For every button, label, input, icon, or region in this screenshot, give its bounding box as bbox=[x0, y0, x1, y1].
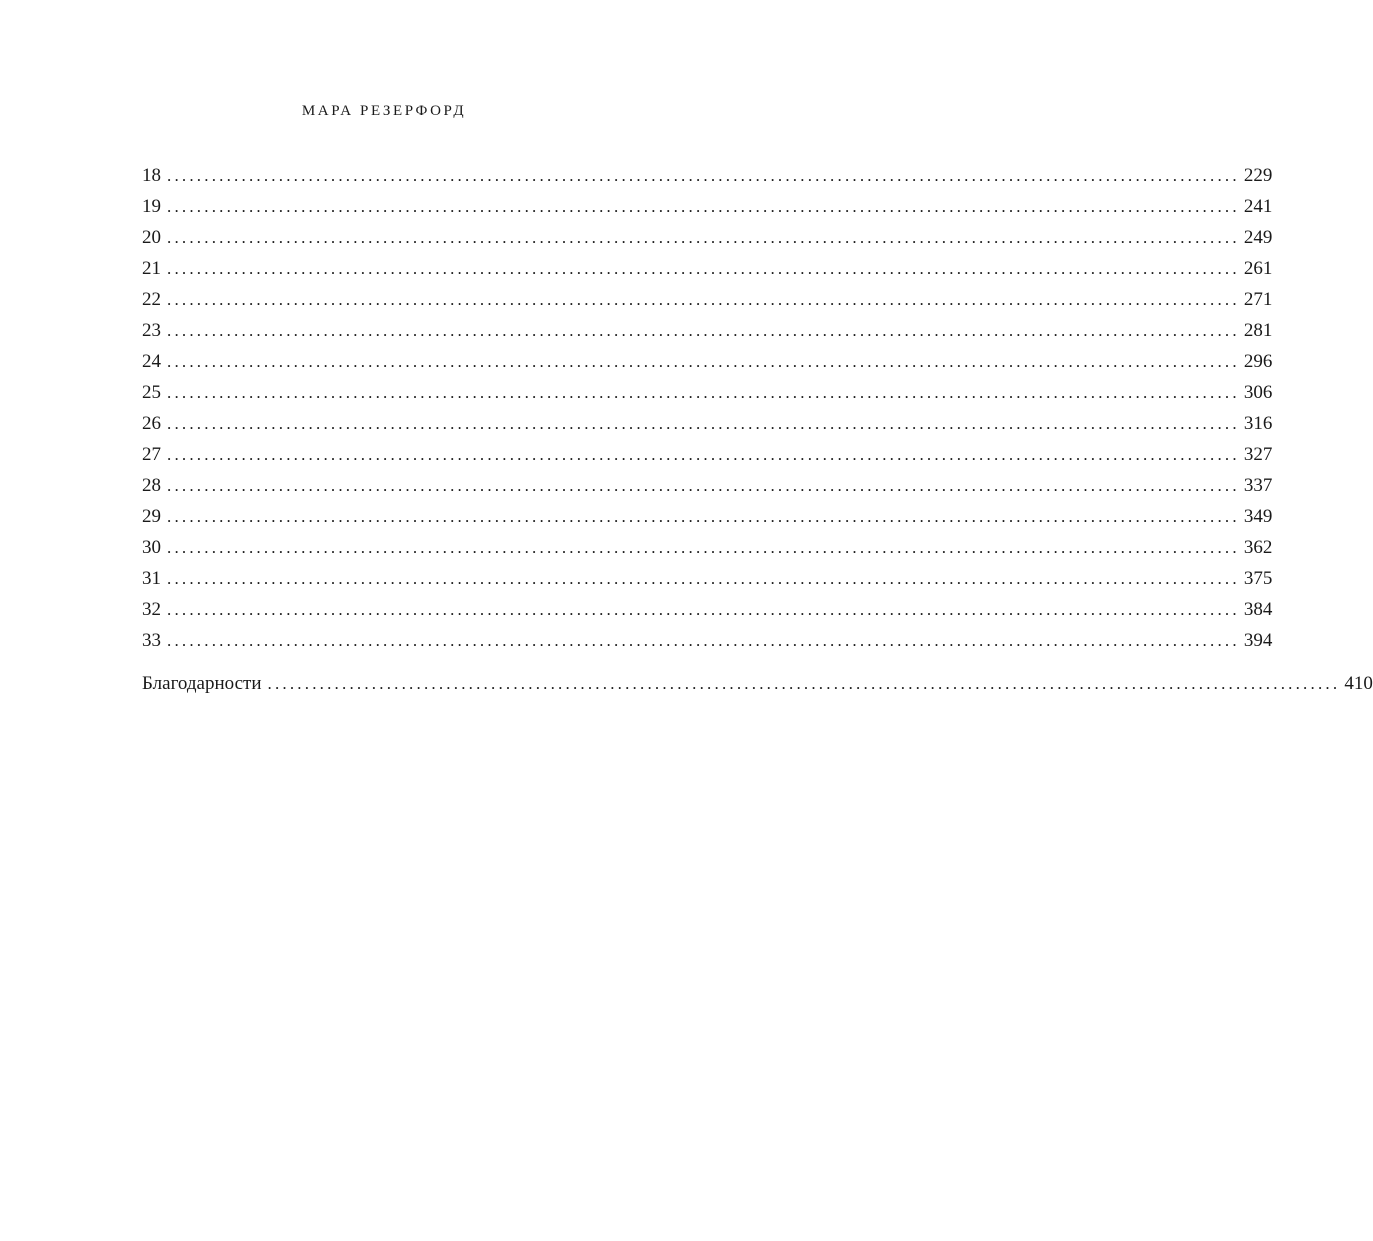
toc-chapter-number: 32 bbox=[142, 599, 161, 620]
toc-chapter-number: 22 bbox=[142, 289, 161, 310]
toc-dot-leader: ................................................................................................................................................ bbox=[167, 569, 1240, 588]
toc-chapter-number: 19 bbox=[142, 196, 161, 217]
toc-chapter-number: 28 bbox=[142, 475, 161, 496]
toc-dot-leader: ................................................................................................................................................ bbox=[167, 290, 1240, 309]
toc-dot-leader: ................................................................................................................................................ bbox=[167, 538, 1240, 557]
toc-page-number: 375 bbox=[1243, 568, 1273, 589]
toc-entry-20[interactable] bbox=[142, 222, 1273, 253]
toc-page-number: 384 bbox=[1243, 599, 1273, 620]
toc-chapter-number: 27 bbox=[142, 444, 161, 465]
toc-chapter-number: 21 bbox=[142, 258, 161, 279]
toc-page-number: 394 bbox=[1243, 630, 1273, 651]
toc-dot-leader: ................................................................................................................................................ bbox=[267, 674, 1341, 693]
toc-dot-leader: ................................................................................................................................................ bbox=[167, 383, 1240, 402]
toc-dot-leader: ................................................................................................................................................ bbox=[167, 445, 1240, 464]
toc-dot-leader: ................................................................................................................................................ bbox=[167, 352, 1240, 371]
toc-page-number: 306 bbox=[1243, 382, 1273, 403]
toc-page-number: 327 bbox=[1243, 444, 1273, 465]
toc-page-number: 316 bbox=[1243, 413, 1273, 434]
toc-entry-29[interactable] bbox=[142, 501, 1273, 532]
toc-dot-leader: ................................................................................................................................................ bbox=[167, 228, 1240, 247]
toc-entry-28[interactable] bbox=[142, 470, 1273, 501]
toc-dot-leader: ................................................................................................................................................ bbox=[167, 414, 1240, 433]
toc-dot-leader: ................................................................................................................................................ bbox=[167, 600, 1240, 619]
toc-dot-leader: ................................................................................................................................................ bbox=[167, 631, 1240, 650]
toc-page-number: 241 bbox=[1243, 196, 1273, 217]
toc-page-number: 249 bbox=[1243, 227, 1273, 248]
toc-entry-31[interactable] bbox=[142, 563, 1273, 594]
toc-page-number: 229 bbox=[1243, 165, 1273, 186]
toc-page-number: 281 bbox=[1243, 320, 1273, 341]
toc-entry-acknowledgements[interactable] bbox=[142, 668, 1373, 699]
toc-chapter-number: 31 bbox=[142, 568, 161, 589]
toc-entry-25[interactable] bbox=[142, 377, 1273, 408]
toc-entry-23[interactable] bbox=[142, 315, 1273, 346]
toc-section-title: Благодарности bbox=[142, 673, 262, 694]
toc-entry-33[interactable] bbox=[142, 625, 1273, 656]
toc-entry-27[interactable] bbox=[142, 439, 1273, 470]
toc-entry-21[interactable] bbox=[142, 253, 1273, 284]
toc-entry-26[interactable] bbox=[142, 408, 1273, 439]
toc-chapter-number: 25 bbox=[142, 382, 161, 403]
toc-dot-leader: ................................................................................................................................................ bbox=[167, 166, 1240, 185]
toc-page-number: 296 bbox=[1243, 351, 1273, 372]
toc-page-number: 337 bbox=[1243, 475, 1273, 496]
toc-entry-32[interactable] bbox=[142, 594, 1273, 625]
toc-entry-30[interactable] bbox=[142, 532, 1273, 563]
toc-chapter-number: 29 bbox=[142, 506, 161, 527]
toc-entry-19[interactable] bbox=[142, 191, 1273, 222]
toc-page-number: 410 bbox=[1344, 673, 1373, 694]
toc-dot-leader: ................................................................................................................................................ bbox=[167, 197, 1240, 216]
toc-page-number: 362 bbox=[1243, 537, 1273, 558]
toc-dot-leader: ................................................................................................................................................ bbox=[167, 321, 1240, 340]
toc-dot-leader: ................................................................................................................................................ bbox=[167, 476, 1240, 495]
table-of-contents bbox=[142, 160, 1373, 699]
toc-entry-18[interactable] bbox=[142, 160, 1273, 191]
toc-chapter-number: 24 bbox=[142, 351, 161, 372]
running-head: МАРА РЕЗЕРФОРД bbox=[301, 103, 467, 119]
toc-chapter-number: 26 bbox=[142, 413, 161, 434]
toc-page-number: 261 bbox=[1243, 258, 1273, 279]
toc-page-number: 349 bbox=[1243, 506, 1273, 527]
toc-dot-leader: ................................................................................................................................................ bbox=[167, 259, 1240, 278]
toc-chapter-number: 33 bbox=[142, 630, 161, 651]
toc-entry-22[interactable] bbox=[142, 284, 1273, 315]
toc-page-number: 271 bbox=[1243, 289, 1273, 310]
toc-entry-24[interactable] bbox=[142, 346, 1273, 377]
toc-chapter-number: 30 bbox=[142, 537, 161, 558]
toc-chapter-number: 23 bbox=[142, 320, 161, 341]
toc-chapter-number: 20 bbox=[142, 227, 161, 248]
toc-dot-leader: ................................................................................................................................................ bbox=[167, 507, 1240, 526]
toc-chapter-number: 18 bbox=[142, 165, 161, 186]
